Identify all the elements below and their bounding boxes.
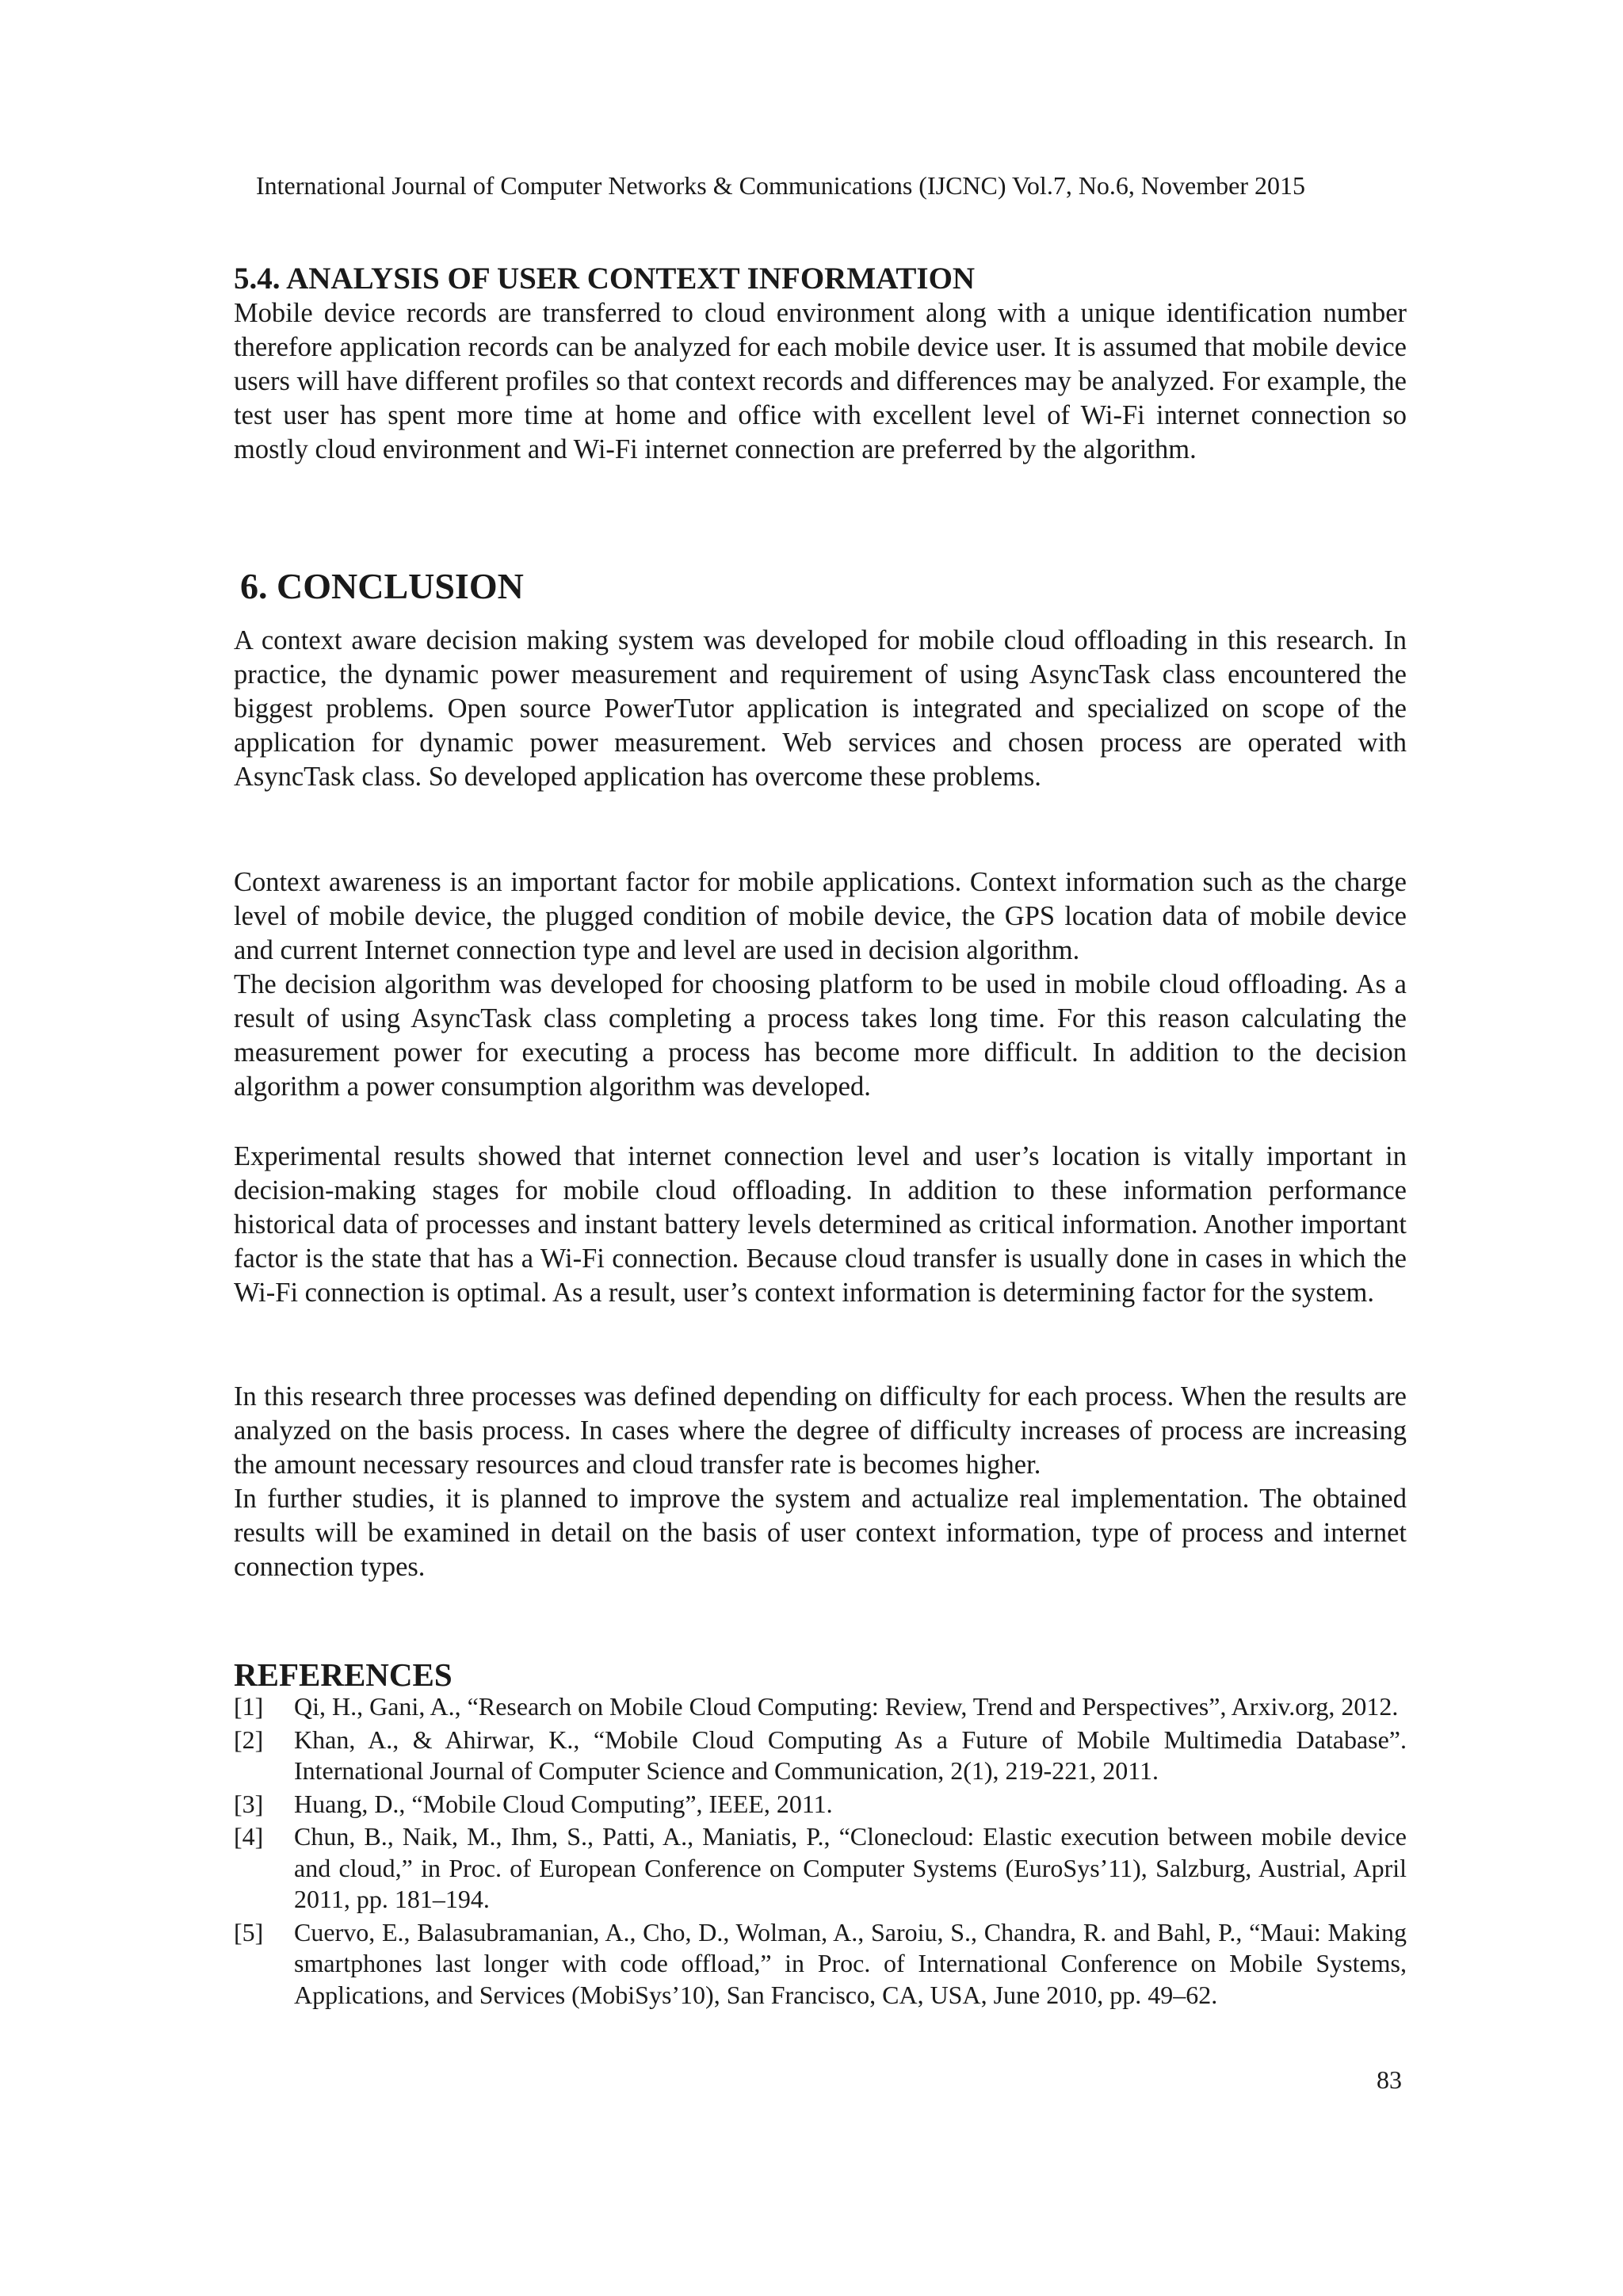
reference-text: Huang, D., “Mobile Cloud Computing”, IEEE, 2011. xyxy=(294,1789,833,1818)
section-heading-conclusion: 6. CONCLUSION xyxy=(240,565,524,606)
paragraph-conclusion-6: In further studies, it is planned to improve the system and actualize real implementation. The obtained results will be examined in detail on the basis of user context information, type of process and internet connection types. xyxy=(234,1484,1407,1582)
reference-list xyxy=(234,1691,1407,2012)
reference-number: [3] xyxy=(234,1789,264,1818)
reference-text: Chun, B., Naik, M., Ihm, S., Patti, A., Maniatis, P., “Clonecloud: Elastic execution between mobile device and cloud,” in Proc. of European Conference on Computer Systems (EuroSys’11), Salzburg, Austrial, April 2011, pp. 181–194. xyxy=(294,1822,1407,1913)
reference-item xyxy=(234,1821,1407,1916)
reference-number: [1] xyxy=(234,1692,264,1721)
paragraph-conclusion-3: The decision algorithm was developed for choosing platform to be used in mobile cloud offloading. As a result of using AsyncTask class completing a process takes long time. For this reason calculating the measurement power for executing a process has become more difficult. In addition to the decision algorithm a power consumption algorithm was developed. xyxy=(234,969,1407,1102)
paragraph-conclusion-5: In this research three processes was defined depending on difficulty for each process. When the results are analyzed on the basis process. In cases where the degree of difficulty increases of process are increasing the amount necessary resources and cloud transfer rate is becomes higher. xyxy=(234,1381,1407,1480)
reference-item xyxy=(234,1725,1407,1787)
reference-number: [2] xyxy=(234,1725,264,1754)
references-heading: REFERENCES xyxy=(234,1656,453,1694)
reference-item xyxy=(234,1691,1407,1723)
reference-text: Khan, A., & Ahirwar, K., “Mobile Cloud Computing As a Future of Mobile Multimedia Database”. International Journal of Computer Science and Communication, 2(1), 219-221, 2011. xyxy=(294,1725,1407,1785)
running-header: International Journal of Computer Networks & Communications (IJCNC) Vol.7, No.6, November 2015 xyxy=(256,171,1305,200)
reference-number: [5] xyxy=(234,1917,264,1946)
reference-item xyxy=(234,1917,1407,2011)
paragraph-conclusion-1: A context aware decision making system was developed for mobile cloud offloading in this research. In practice, the dynamic power measurement and requirement of using AsyncTask class encountered the biggest problems. Open source PowerTutor application is integrated and specialized on scope of the application for dynamic power measurement. Web services and chosen process are operated with AsyncTask class. So developed application has overcome these problems. xyxy=(234,625,1407,792)
reference-text: Qi, H., Gani, A., “Research on Mobile Cloud Computing: Review, Trend and Perspectives”, Arxiv.org, 2012. xyxy=(294,1692,1399,1721)
paragraph-user-context: Mobile device records are transferred to cloud environment along with a unique identification number therefore application records can be analyzed for each mobile device user. It is assumed that mobile device users will have different profiles so that context records and differences may be analyzed. For example, the test user has spent more time at home and office with excellent level of Wi-Fi internet connection so mostly cloud environment and Wi-Fi internet connection are preferred by the algorithm. xyxy=(234,298,1407,464)
paragraph-conclusion-2: Context awareness is an important factor for mobile applications. Context information such as the charge level of mobile device, the plugged condition of mobile device, the GPS location data of mobile device and current Internet connection type and level are used in decision algorithm. xyxy=(234,867,1407,965)
paragraph-conclusion-4: Experimental results showed that internet connection level and user’s location is vitally important in decision-making stages for mobile cloud offloading. In addition to these information performance historical data of processes and instant battery levels determined as critical information. Another important factor is the state that has a Wi-Fi connection. Because cloud transfer is usually done in cases in which the Wi-Fi connection is optimal. As a result, user’s context information is determining factor for the system. xyxy=(234,1141,1407,1308)
section-heading-5-4: 5.4. ANALYSIS OF USER CONTEXT INFORMATION xyxy=(234,262,976,296)
reference-number: [4] xyxy=(234,1822,264,1851)
page-number: 83 xyxy=(1377,2065,1402,2094)
reference-text: Cuervo, E., Balasubramanian, A., Cho, D., Wolman, A., Saroiu, S., Chandra, R. and Bahl, P., “Maui: Making smartphones last longer with code offload,” in Proc. of International Conference on Mobile Systems, Applications, and Services (MobiSys’10), San Francisco, CA, USA, June 2010, pp. 49–62. xyxy=(294,1917,1407,2009)
paragraph-group-future-work xyxy=(234,1380,1407,1584)
reference-item xyxy=(234,1789,1407,1820)
paragraph-group-context-awareness xyxy=(234,865,1407,1104)
